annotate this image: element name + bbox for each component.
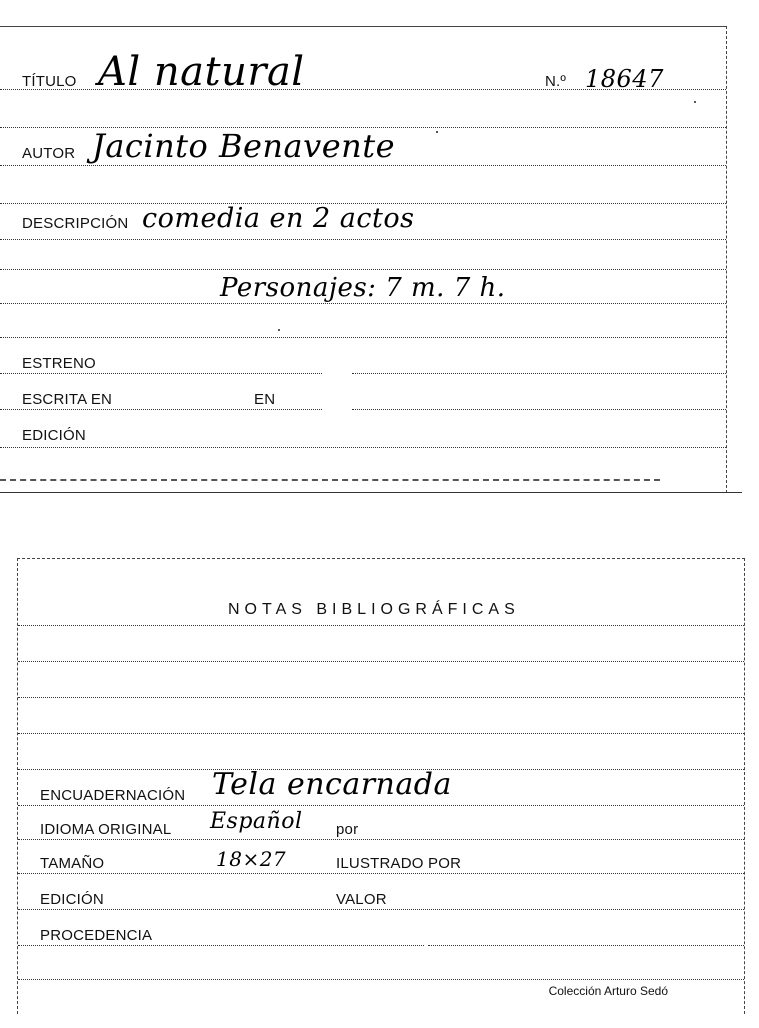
edicion-label: EDICIÓN (40, 891, 104, 908)
ruled-line (18, 873, 744, 874)
section-title: NOTAS BIBLIOGRÁFICAS (228, 601, 520, 618)
titulo-label: TÍTULO (22, 73, 77, 90)
ink-speck (694, 101, 696, 103)
personajes-value: Personajes: 7 m. 7 h. (220, 273, 506, 303)
en-label: EN (254, 391, 276, 408)
numero-value: 18647 (585, 65, 664, 93)
ink-speck (436, 131, 438, 133)
ruled-line (352, 373, 726, 374)
card-bottom-edge (0, 479, 660, 481)
catalog-card-top (0, 26, 727, 493)
autor-label: AUTOR (22, 145, 76, 162)
procedencia-label: PROCEDENCIA (40, 927, 153, 944)
encuadernacion-value: Tela encarnada (212, 767, 452, 802)
descripcion-label: DESCRIPCIÓN (22, 215, 129, 232)
ink-speck (278, 329, 280, 331)
valor-label: VALOR (336, 891, 387, 908)
ruled-line (18, 661, 744, 662)
ruled-line (0, 409, 322, 410)
ruled-line (18, 625, 744, 626)
ilustrado-por-label: ILUSTRADO POR (336, 855, 462, 872)
escrita-en-label: ESCRITA EN (22, 391, 113, 408)
titulo-value: Al natural (98, 49, 305, 95)
idioma-original-value: Español (210, 809, 303, 834)
edicion-label: EDICIÓN (22, 427, 86, 444)
ruled-line (0, 165, 726, 166)
ruled-line (0, 447, 726, 448)
ruled-line (18, 733, 744, 734)
ruled-line (0, 373, 322, 374)
estreno-label: ESTRENO (22, 355, 96, 372)
card-divider (0, 492, 742, 493)
ruled-line (18, 839, 744, 840)
idioma-original-label: IDIOMA ORIGINAL (40, 821, 172, 838)
collection-credit: Colección Arturo Sedó (548, 984, 668, 998)
tamano-label: TAMAÑO (40, 855, 105, 872)
ruled-line (18, 805, 744, 806)
descripcion-value: comedia en 2 actos (142, 203, 415, 234)
por-label: por (336, 821, 359, 838)
ruled-line (0, 337, 726, 338)
ruled-line (352, 409, 726, 410)
encuadernacion-label: ENCUADERNACIÓN (40, 787, 186, 804)
ruled-line (428, 945, 744, 946)
numero-label: N.º (545, 73, 567, 90)
ruled-line (18, 697, 744, 698)
ruled-line (18, 945, 424, 946)
ruled-line (0, 303, 726, 304)
ruled-line (0, 269, 726, 270)
ruled-line (0, 239, 726, 240)
catalog-card-bottom (17, 558, 745, 1014)
ruled-line (18, 979, 744, 980)
autor-value: Jacinto Benavente (92, 127, 396, 165)
tamano-value: 18×27 (216, 847, 287, 871)
ruled-line (18, 909, 744, 910)
